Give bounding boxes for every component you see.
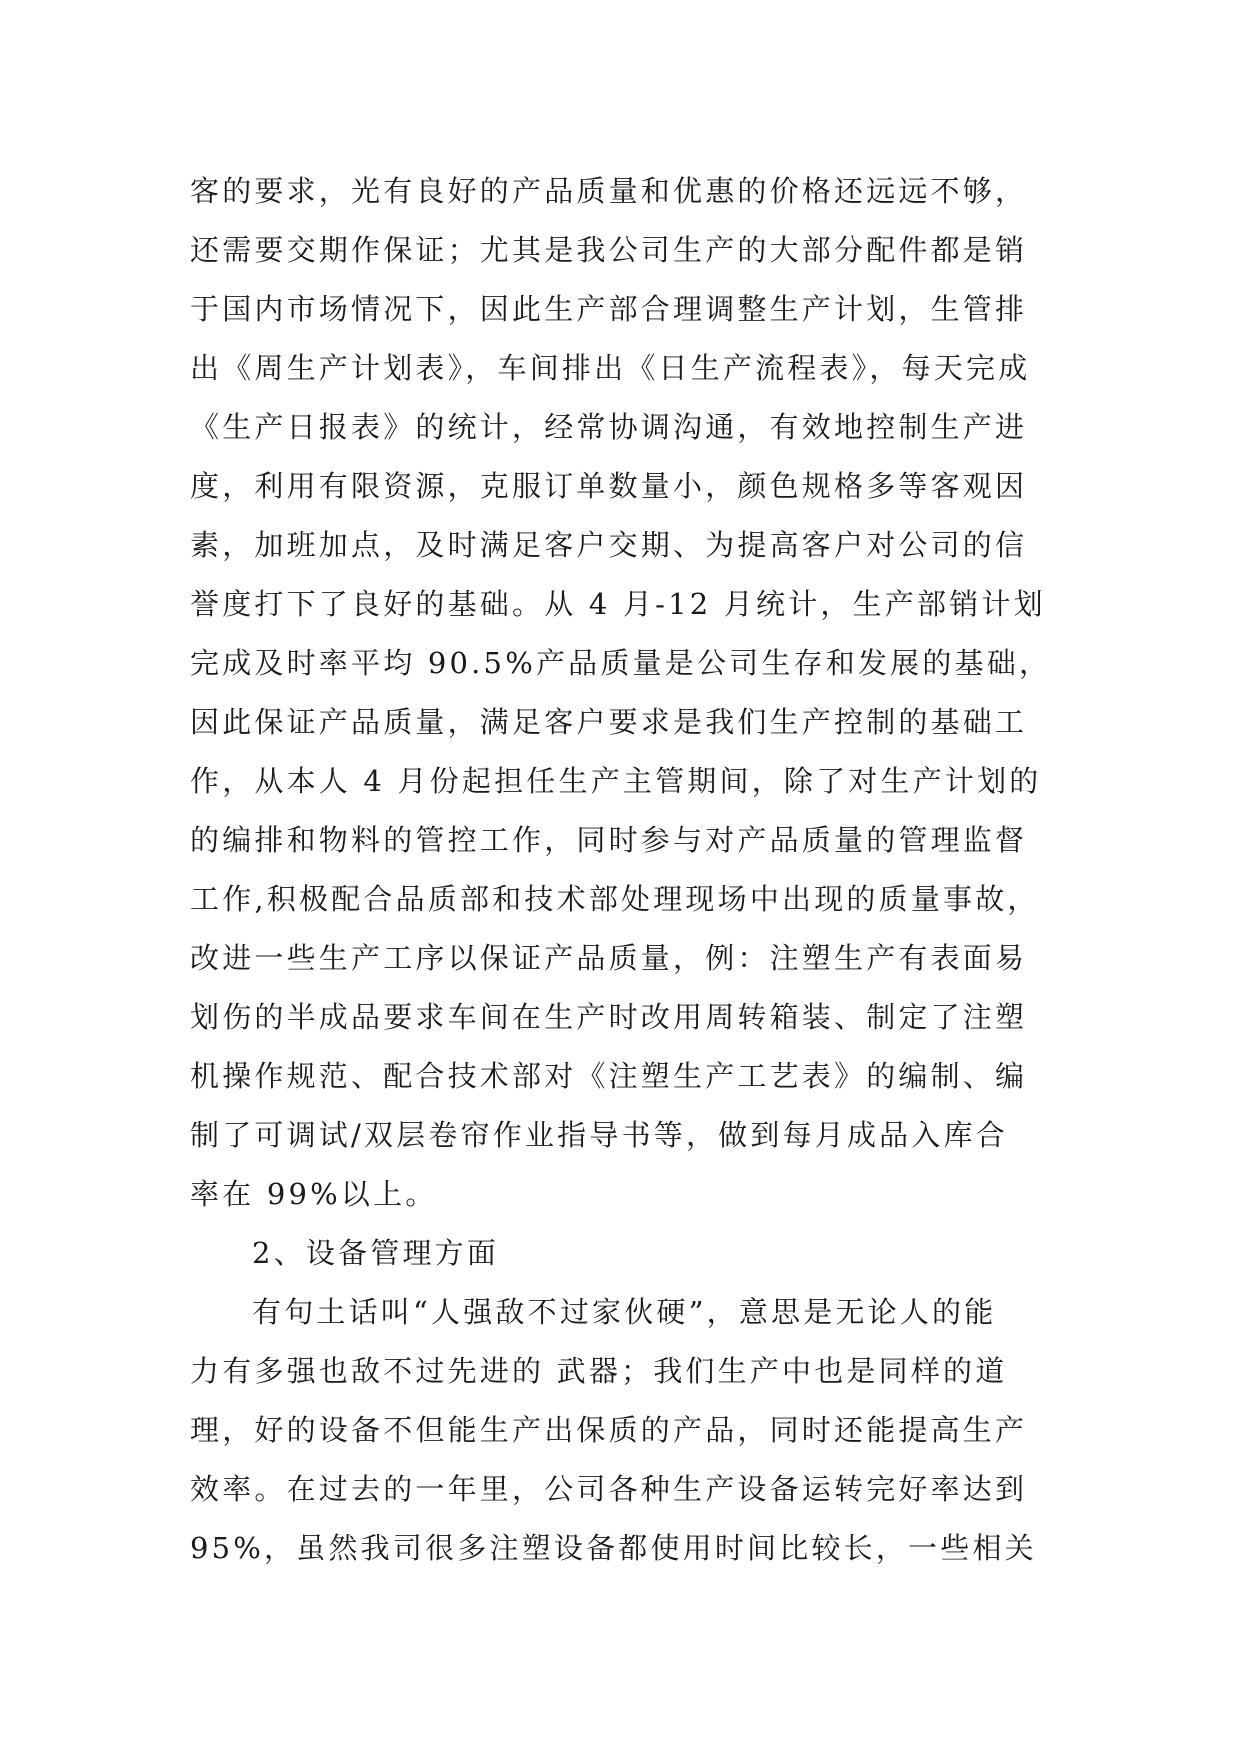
text-line: 于国内市场情况下，因此生产部合理调整生产计划，生管排	[190, 292, 1028, 326]
text-line: 出《周生产计划表》，车间排出《日生产流程表》，每天完成	[190, 351, 1031, 385]
text-line: 制了可调试/双层卷帘作业指导书等，做到每月成品入库合	[190, 1118, 1008, 1152]
text-line: 的编排和物料的管控工作，同时参与对产品质量的管理监督	[190, 823, 1028, 857]
text-line: 还需要交期作保证；尤其是我公司生产的大部分配件都是销	[190, 233, 1028, 267]
text-line: 机操作规范、配合技术部对《注塑生产工艺表》的编制、编	[190, 1059, 1028, 1093]
section-heading: 2、设备管理方面	[252, 1236, 500, 1270]
text-line: 划伤的半成品要求车间在生产时改用周转箱装、制定了注塑	[190, 1000, 1028, 1034]
text-line: 完成及时率平均 90.5%产品质量是公司生存和发展的基础，	[190, 646, 1052, 680]
text-line: 因此保证产品质量，满足客户要求是我们生产控制的基础工	[190, 705, 1028, 739]
text-line: 誉度打下了良好的基础。从 4 月-12 月统计，生产部销计划	[190, 587, 1046, 621]
text-line: 度，利用有限资源，克服订单数量小，颜色规格多等客观因	[190, 469, 1028, 503]
text-line: 95%，虽然我司很多注塑设备都使用时间比较长，一些相关	[190, 1531, 1037, 1565]
text-line: 力有多强也敌不过先进的 武器；我们生产中也是同样的道	[190, 1354, 1008, 1388]
text-line: 《生产日报表》的统计，经常协调沟通，有效地控制生产进	[190, 410, 1028, 444]
document-body	[190, 162, 1060, 1578]
paragraph-first-line: 有句土话叫“人强敌不过家伙硬”，意思是无论人的能	[252, 1295, 997, 1329]
text-line: 理，好的设备不但能生产出保质的产品，同时还能提高生产	[190, 1413, 1028, 1447]
text-line: 素，加班加点，及时满足客户交期、为提高客户对公司的信	[190, 528, 1028, 562]
text-line: 改进一些生产工序以保证产品质量，例：注塑生产有表面易	[190, 941, 1028, 975]
text-line: 率在 99%以上。	[190, 1177, 438, 1211]
text-line: 工作,积极配合品质部和技术部处理现场中出现的质量事故，	[190, 882, 1040, 916]
text-line: 效率。在过去的一年里，公司各种生产设备运转完好率达到	[190, 1472, 1028, 1506]
text-line: 客的要求，光有良好的产品质量和优惠的价格还远远不够，	[190, 174, 1028, 208]
text-line: 作，从本人 4 月份起担任生产主管期间，除了对生产计划的	[190, 764, 1042, 798]
